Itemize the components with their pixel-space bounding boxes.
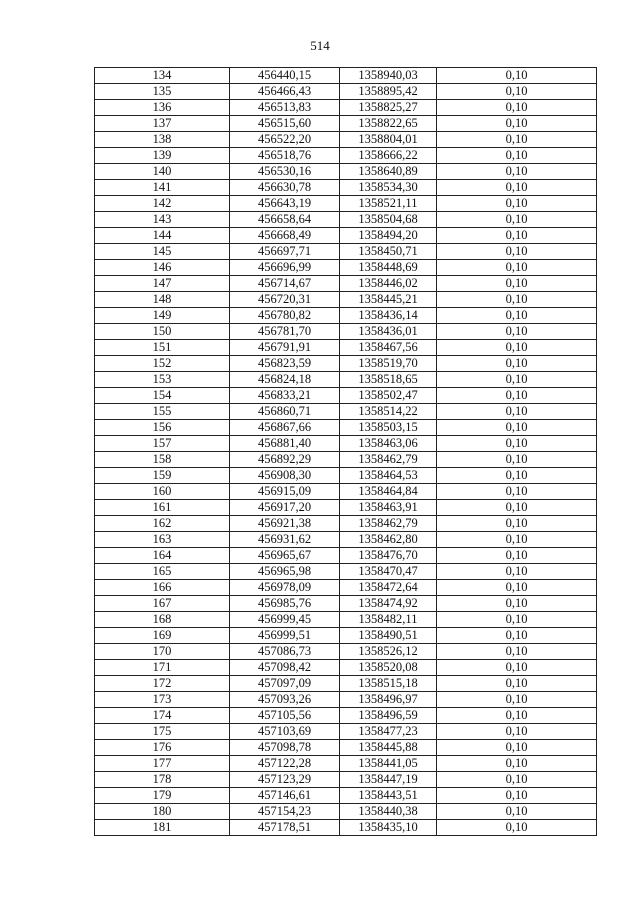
x-coordinate-cell: 456921,38	[230, 516, 340, 532]
point-number-cell: 176	[95, 740, 230, 756]
table-row	[95, 436, 597, 452]
x-coordinate-cell: 456908,30	[230, 468, 340, 484]
table-row	[95, 388, 597, 404]
point-number-cell: 143	[95, 212, 230, 228]
x-coordinate-cell: 457097,09	[230, 676, 340, 692]
table-row	[95, 708, 597, 724]
point-number-cell: 164	[95, 548, 230, 564]
point-number-cell: 150	[95, 324, 230, 340]
x-coordinate-cell: 457093,26	[230, 692, 340, 708]
table-row	[95, 68, 597, 84]
x-coordinate-cell: 456985,76	[230, 596, 340, 612]
accuracy-cell: 0,10	[437, 452, 597, 468]
x-coordinate-cell: 456513,83	[230, 100, 340, 116]
accuracy-cell: 0,10	[437, 132, 597, 148]
y-coordinate-cell: 1358462,79	[340, 516, 437, 532]
y-coordinate-cell: 1358526,12	[340, 644, 437, 660]
y-coordinate-cell: 1358450,71	[340, 244, 437, 260]
point-number-cell: 146	[95, 260, 230, 276]
accuracy-cell: 0,10	[437, 292, 597, 308]
table-row	[95, 820, 597, 836]
x-coordinate-cell: 456892,29	[230, 452, 340, 468]
point-number-cell: 160	[95, 484, 230, 500]
x-coordinate-cell: 456791,91	[230, 340, 340, 356]
accuracy-cell: 0,10	[437, 116, 597, 132]
accuracy-cell: 0,10	[437, 708, 597, 724]
table-row	[95, 84, 597, 100]
point-number-cell: 141	[95, 180, 230, 196]
x-coordinate-cell: 456780,82	[230, 308, 340, 324]
table-row	[95, 212, 597, 228]
x-coordinate-cell: 456999,51	[230, 628, 340, 644]
x-coordinate-cell: 456867,66	[230, 420, 340, 436]
accuracy-cell: 0,10	[437, 324, 597, 340]
x-coordinate-cell: 456668,49	[230, 228, 340, 244]
y-coordinate-cell: 1358445,88	[340, 740, 437, 756]
x-coordinate-cell: 457105,56	[230, 708, 340, 724]
point-number-cell: 178	[95, 772, 230, 788]
point-number-cell: 172	[95, 676, 230, 692]
accuracy-cell: 0,10	[437, 660, 597, 676]
x-coordinate-cell: 456917,20	[230, 500, 340, 516]
point-number-cell: 138	[95, 132, 230, 148]
x-coordinate-cell: 456881,40	[230, 436, 340, 452]
accuracy-cell: 0,10	[437, 404, 597, 420]
y-coordinate-cell: 1358490,51	[340, 628, 437, 644]
table-row	[95, 804, 597, 820]
table-row	[95, 420, 597, 436]
point-number-cell: 144	[95, 228, 230, 244]
table-row	[95, 532, 597, 548]
x-coordinate-cell: 456714,67	[230, 276, 340, 292]
y-coordinate-cell: 1358518,65	[340, 372, 437, 388]
y-coordinate-cell: 1358519,70	[340, 356, 437, 372]
table-row	[95, 452, 597, 468]
accuracy-cell: 0,10	[437, 788, 597, 804]
point-number-cell: 139	[95, 148, 230, 164]
table-row	[95, 724, 597, 740]
table-row	[95, 340, 597, 356]
y-coordinate-cell: 1358441,05	[340, 756, 437, 772]
x-coordinate-cell: 457098,78	[230, 740, 340, 756]
table-row	[95, 180, 597, 196]
accuracy-cell: 0,10	[437, 228, 597, 244]
point-number-cell: 175	[95, 724, 230, 740]
table-row	[95, 100, 597, 116]
accuracy-cell: 0,10	[437, 180, 597, 196]
point-number-cell: 147	[95, 276, 230, 292]
point-number-cell: 169	[95, 628, 230, 644]
x-coordinate-cell: 456965,67	[230, 548, 340, 564]
y-coordinate-cell: 1358534,30	[340, 180, 437, 196]
x-coordinate-cell: 456999,45	[230, 612, 340, 628]
point-number-cell: 163	[95, 532, 230, 548]
point-number-cell: 171	[95, 660, 230, 676]
accuracy-cell: 0,10	[437, 500, 597, 516]
x-coordinate-cell: 457086,73	[230, 644, 340, 660]
point-number-cell: 152	[95, 356, 230, 372]
table-row	[95, 308, 597, 324]
point-number-cell: 142	[95, 196, 230, 212]
accuracy-cell: 0,10	[437, 356, 597, 372]
accuracy-cell: 0,10	[437, 612, 597, 628]
table-row	[95, 628, 597, 644]
x-coordinate-cell: 456965,98	[230, 564, 340, 580]
point-number-cell: 161	[95, 500, 230, 516]
table-row	[95, 788, 597, 804]
y-coordinate-cell: 1358666,22	[340, 148, 437, 164]
point-number-cell: 165	[95, 564, 230, 580]
y-coordinate-cell: 1358476,70	[340, 548, 437, 564]
table-row	[95, 756, 597, 772]
x-coordinate-cell: 457154,23	[230, 804, 340, 820]
x-coordinate-cell: 456781,70	[230, 324, 340, 340]
accuracy-cell: 0,10	[437, 820, 597, 836]
page-number: 514	[310, 38, 330, 53]
y-coordinate-cell: 1358463,91	[340, 500, 437, 516]
y-coordinate-cell: 1358515,18	[340, 676, 437, 692]
y-coordinate-cell: 1358467,56	[340, 340, 437, 356]
y-coordinate-cell: 1358502,47	[340, 388, 437, 404]
table-row	[95, 772, 597, 788]
x-coordinate-cell: 456630,78	[230, 180, 340, 196]
point-number-cell: 173	[95, 692, 230, 708]
y-coordinate-cell: 1358494,20	[340, 228, 437, 244]
table-row	[95, 612, 597, 628]
table-row	[95, 228, 597, 244]
accuracy-cell: 0,10	[437, 84, 597, 100]
point-number-cell: 174	[95, 708, 230, 724]
table-row	[95, 740, 597, 756]
y-coordinate-cell: 1358940,03	[340, 68, 437, 84]
table-row	[95, 692, 597, 708]
table-row	[95, 548, 597, 564]
accuracy-cell: 0,10	[437, 484, 597, 500]
point-number-cell: 162	[95, 516, 230, 532]
y-coordinate-cell: 1358503,15	[340, 420, 437, 436]
point-number-cell: 158	[95, 452, 230, 468]
table-row	[95, 196, 597, 212]
accuracy-cell: 0,10	[437, 468, 597, 484]
y-coordinate-cell: 1358477,23	[340, 724, 437, 740]
accuracy-cell: 0,10	[437, 212, 597, 228]
accuracy-cell: 0,10	[437, 68, 597, 84]
table-row	[95, 484, 597, 500]
x-coordinate-cell: 456824,18	[230, 372, 340, 388]
accuracy-cell: 0,10	[437, 676, 597, 692]
accuracy-cell: 0,10	[437, 628, 597, 644]
x-coordinate-cell: 456522,20	[230, 132, 340, 148]
point-number-cell: 167	[95, 596, 230, 612]
table-row	[95, 276, 597, 292]
table-row	[95, 356, 597, 372]
table-row	[95, 324, 597, 340]
y-coordinate-cell: 1358472,64	[340, 580, 437, 596]
y-coordinate-cell: 1358496,59	[340, 708, 437, 724]
y-coordinate-cell: 1358463,06	[340, 436, 437, 452]
table-row	[95, 468, 597, 484]
point-number-cell: 149	[95, 308, 230, 324]
accuracy-cell: 0,10	[437, 388, 597, 404]
table-row	[95, 260, 597, 276]
accuracy-cell: 0,10	[437, 244, 597, 260]
point-number-cell: 137	[95, 116, 230, 132]
point-number-cell: 148	[95, 292, 230, 308]
table-row	[95, 580, 597, 596]
table-row	[95, 676, 597, 692]
accuracy-cell: 0,10	[437, 772, 597, 788]
table-row	[95, 596, 597, 612]
y-coordinate-cell: 1358462,80	[340, 532, 437, 548]
accuracy-cell: 0,10	[437, 516, 597, 532]
y-coordinate-cell: 1358482,11	[340, 612, 437, 628]
y-coordinate-cell: 1358462,79	[340, 452, 437, 468]
y-coordinate-cell: 1358895,42	[340, 84, 437, 100]
table-row	[95, 660, 597, 676]
point-number-cell: 157	[95, 436, 230, 452]
y-coordinate-cell: 1358804,01	[340, 132, 437, 148]
x-coordinate-cell: 457178,51	[230, 820, 340, 836]
point-number-cell: 151	[95, 340, 230, 356]
point-number-cell: 136	[95, 100, 230, 116]
x-coordinate-cell: 456518,76	[230, 148, 340, 164]
accuracy-cell: 0,10	[437, 692, 597, 708]
x-coordinate-cell: 456530,16	[230, 164, 340, 180]
y-coordinate-cell: 1358436,14	[340, 308, 437, 324]
y-coordinate-cell: 1358436,01	[340, 324, 437, 340]
point-number-cell: 153	[95, 372, 230, 388]
y-coordinate-cell: 1358448,69	[340, 260, 437, 276]
accuracy-cell: 0,10	[437, 340, 597, 356]
y-coordinate-cell: 1358446,02	[340, 276, 437, 292]
point-number-cell: 168	[95, 612, 230, 628]
table-row	[95, 372, 597, 388]
accuracy-cell: 0,10	[437, 564, 597, 580]
coordinates-table	[94, 67, 597, 836]
table-row	[95, 116, 597, 132]
x-coordinate-cell: 456696,99	[230, 260, 340, 276]
y-coordinate-cell: 1358470,47	[340, 564, 437, 580]
x-coordinate-cell: 456466,43	[230, 84, 340, 100]
y-coordinate-cell: 1358435,10	[340, 820, 437, 836]
accuracy-cell: 0,10	[437, 532, 597, 548]
x-coordinate-cell: 456860,71	[230, 404, 340, 420]
y-coordinate-cell: 1358440,38	[340, 804, 437, 820]
x-coordinate-cell: 456697,71	[230, 244, 340, 260]
table-row	[95, 404, 597, 420]
y-coordinate-cell: 1358504,68	[340, 212, 437, 228]
accuracy-cell: 0,10	[437, 756, 597, 772]
accuracy-cell: 0,10	[437, 164, 597, 180]
accuracy-cell: 0,10	[437, 596, 597, 612]
table-row	[95, 148, 597, 164]
table-row	[95, 500, 597, 516]
point-number-cell: 145	[95, 244, 230, 260]
point-number-cell: 166	[95, 580, 230, 596]
point-number-cell: 177	[95, 756, 230, 772]
y-coordinate-cell: 1358474,92	[340, 596, 437, 612]
x-coordinate-cell: 456658,64	[230, 212, 340, 228]
accuracy-cell: 0,10	[437, 372, 597, 388]
x-coordinate-cell: 457146,61	[230, 788, 340, 804]
coordinates-table-body	[95, 68, 597, 836]
y-coordinate-cell: 1358447,19	[340, 772, 437, 788]
x-coordinate-cell: 456440,15	[230, 68, 340, 84]
y-coordinate-cell: 1358822,65	[340, 116, 437, 132]
accuracy-cell: 0,10	[437, 148, 597, 164]
x-coordinate-cell: 456823,59	[230, 356, 340, 372]
accuracy-cell: 0,10	[437, 100, 597, 116]
y-coordinate-cell: 1358640,89	[340, 164, 437, 180]
y-coordinate-cell: 1358443,51	[340, 788, 437, 804]
point-number-cell: 170	[95, 644, 230, 660]
accuracy-cell: 0,10	[437, 436, 597, 452]
y-coordinate-cell: 1358464,53	[340, 468, 437, 484]
point-number-cell: 181	[95, 820, 230, 836]
x-coordinate-cell: 456515,60	[230, 116, 340, 132]
point-number-cell: 179	[95, 788, 230, 804]
point-number-cell: 154	[95, 388, 230, 404]
table-row	[95, 132, 597, 148]
point-number-cell: 134	[95, 68, 230, 84]
point-number-cell: 140	[95, 164, 230, 180]
y-coordinate-cell: 1358496,97	[340, 692, 437, 708]
y-coordinate-cell: 1358825,27	[340, 100, 437, 116]
point-number-cell: 180	[95, 804, 230, 820]
accuracy-cell: 0,10	[437, 548, 597, 564]
accuracy-cell: 0,10	[437, 260, 597, 276]
accuracy-cell: 0,10	[437, 740, 597, 756]
table-row	[95, 164, 597, 180]
point-number-cell: 156	[95, 420, 230, 436]
y-coordinate-cell: 1358464,84	[340, 484, 437, 500]
x-coordinate-cell: 456931,62	[230, 532, 340, 548]
accuracy-cell: 0,10	[437, 580, 597, 596]
point-number-cell: 155	[95, 404, 230, 420]
accuracy-cell: 0,10	[437, 724, 597, 740]
y-coordinate-cell: 1358521,11	[340, 196, 437, 212]
x-coordinate-cell: 457098,42	[230, 660, 340, 676]
table-row	[95, 644, 597, 660]
x-coordinate-cell: 456915,09	[230, 484, 340, 500]
table-row	[95, 564, 597, 580]
y-coordinate-cell: 1358445,21	[340, 292, 437, 308]
x-coordinate-cell: 456720,31	[230, 292, 340, 308]
point-number-cell: 159	[95, 468, 230, 484]
x-coordinate-cell: 456833,21	[230, 388, 340, 404]
table-row	[95, 292, 597, 308]
x-coordinate-cell: 457103,69	[230, 724, 340, 740]
table-row	[95, 516, 597, 532]
x-coordinate-cell: 457122,28	[230, 756, 340, 772]
accuracy-cell: 0,10	[437, 308, 597, 324]
x-coordinate-cell: 456978,09	[230, 580, 340, 596]
x-coordinate-cell: 456643,19	[230, 196, 340, 212]
accuracy-cell: 0,10	[437, 644, 597, 660]
point-number-cell: 135	[95, 84, 230, 100]
accuracy-cell: 0,10	[437, 276, 597, 292]
y-coordinate-cell: 1358514,22	[340, 404, 437, 420]
table-row	[95, 244, 597, 260]
x-coordinate-cell: 457123,29	[230, 772, 340, 788]
y-coordinate-cell: 1358520,08	[340, 660, 437, 676]
accuracy-cell: 0,10	[437, 196, 597, 212]
accuracy-cell: 0,10	[437, 804, 597, 820]
accuracy-cell: 0,10	[437, 420, 597, 436]
